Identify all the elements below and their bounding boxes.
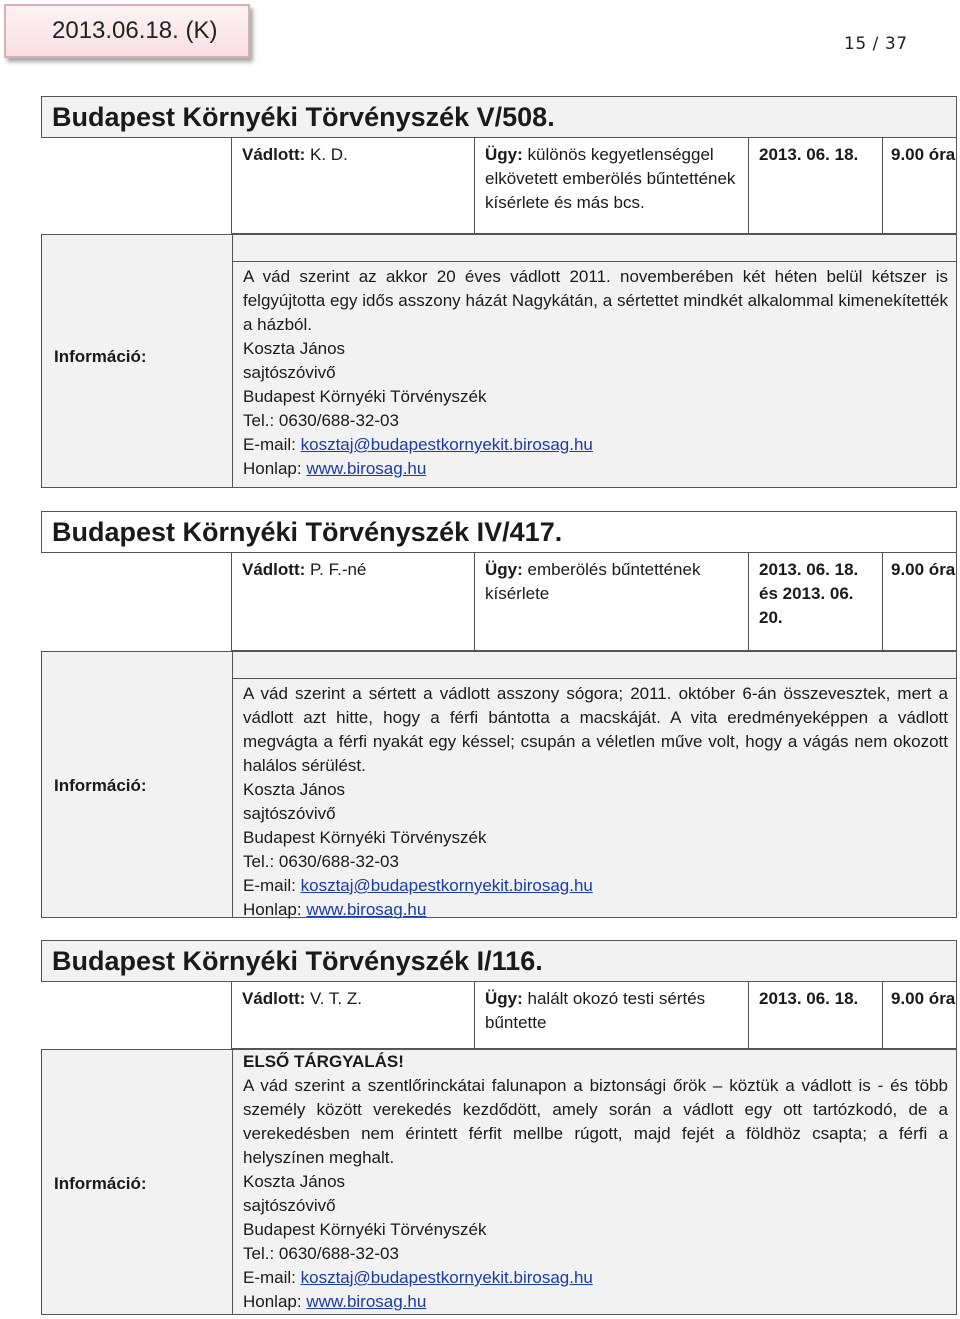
contact-phone: Tel.: 0630/688-32-03 bbox=[243, 852, 399, 871]
case-summary: A vád szerint a sértett a vádlott asszony sógora; 2011. október 6-án összevesztek, mert a vádlott azt hitte, hogy a férfi bántotta a macskáját. A vita eredményeképpen a vádlott megvágta a férfi nyakát egy késsel; csupán a véletlen műve volt, hogy a vágás nem okozott halálos sérülést. bbox=[243, 684, 948, 775]
info-content bbox=[232, 235, 956, 487]
page-total: 37 bbox=[884, 34, 908, 54]
contact-name: Koszta János bbox=[243, 780, 346, 799]
contact-block bbox=[243, 1170, 948, 1314]
case-header-row bbox=[231, 982, 957, 1049]
case-title: Budapest Környéki Törvényszék I/116. bbox=[41, 940, 957, 982]
contact-email: E-mail: kosztaj@budapestkornyekit.birosag.hu bbox=[243, 1268, 593, 1287]
contact-name: Koszta János bbox=[243, 339, 346, 358]
case-summary: A vád szerint az akkor 20 éves vádlott 2011. novemberében két héten belül kétszer is felgyújtotta egy idős asszony házát Nagykátán, a sértettet mindkét alkalommal kimenekítették a házból. bbox=[243, 267, 948, 334]
contact-email: E-mail: kosztaj@budapestkornyekit.birosag.hu bbox=[243, 876, 593, 895]
info-label: Információ: bbox=[54, 347, 147, 366]
case-label: Ügy: bbox=[485, 145, 523, 164]
case-value: különös kegyetlenséggel elkövetett emberölés bűntettének kísérlete és más bcs. bbox=[485, 145, 736, 212]
email-link[interactable]: kosztaj@budapestkornyekit.birosag.hu bbox=[300, 435, 593, 454]
page-current: 15 bbox=[844, 34, 867, 54]
date-cell: 2013. 06. 18. bbox=[748, 982, 882, 1048]
defendant-cell bbox=[232, 138, 474, 233]
defendant-label: Vádlott: bbox=[242, 560, 306, 579]
defendant-value: P. F.-né bbox=[305, 560, 367, 579]
case-value: halált okozó testi sértés bűntette bbox=[485, 989, 706, 1032]
contact-role: sajtószóvivő bbox=[243, 1196, 336, 1215]
case-header-row bbox=[231, 553, 957, 651]
info-block bbox=[41, 651, 957, 918]
case-title: Budapest Környéki Törvényszék IV/417. bbox=[41, 511, 957, 553]
contact-org: Budapest Környéki Törvényszék bbox=[243, 1220, 487, 1239]
case-label: Ügy: bbox=[485, 560, 523, 579]
defendant-label: Vádlott: bbox=[242, 145, 306, 164]
contact-phone: Tel.: 0630/688-32-03 bbox=[243, 411, 399, 430]
website-link[interactable]: www.birosag.hu bbox=[306, 900, 427, 919]
contact-email: E-mail: kosztaj@budapestkornyekit.birosag.hu bbox=[243, 435, 593, 454]
date-cell: 2013. 06. 18. bbox=[748, 138, 882, 233]
contact-role: sajtószóvivő bbox=[243, 363, 336, 382]
page-separator: / bbox=[872, 34, 879, 54]
first-hearing-note: ELSŐ TÁRGYALÁS! bbox=[243, 1052, 404, 1071]
contact-role: sajtószóvivő bbox=[243, 804, 336, 823]
case-value: emberölés bűntettének kísérlete bbox=[485, 560, 701, 603]
info-block bbox=[41, 1049, 957, 1315]
info-content bbox=[232, 652, 956, 917]
contact-web: Honlap: www.birosag.hu bbox=[243, 1292, 427, 1311]
website-link[interactable]: www.birosag.hu bbox=[306, 459, 427, 478]
info-block bbox=[41, 234, 957, 488]
info-content bbox=[232, 1050, 956, 1314]
time-cell: 9.00 óra bbox=[882, 553, 958, 650]
case-title: Budapest Környéki Törvényszék V/508. bbox=[41, 96, 957, 138]
contact-block bbox=[243, 778, 948, 922]
contact-web: Honlap: www.birosag.hu bbox=[243, 459, 427, 478]
contact-web: Honlap: www.birosag.hu bbox=[243, 900, 427, 919]
date-cell: 2013. 06. 18. és 2013. 06. 20. bbox=[748, 553, 882, 650]
defendant-value: V. T. Z. bbox=[305, 989, 362, 1008]
contact-phone: Tel.: 0630/688-32-03 bbox=[243, 1244, 399, 1263]
email-link[interactable]: kosztaj@budapestkornyekit.birosag.hu bbox=[300, 1268, 593, 1287]
website-link[interactable]: www.birosag.hu bbox=[306, 1292, 427, 1311]
email-link[interactable]: kosztaj@budapestkornyekit.birosag.hu bbox=[300, 876, 593, 895]
time-cell: 9.00 óra bbox=[882, 982, 958, 1048]
case-cell bbox=[474, 982, 748, 1048]
date-badge: 2013.06.18. (K) bbox=[4, 4, 250, 58]
contact-org: Budapest Környéki Törvényszék bbox=[243, 387, 487, 406]
time-cell: 9.00 óra bbox=[882, 138, 958, 233]
info-label: Információ: bbox=[54, 776, 147, 795]
case-cell bbox=[474, 553, 748, 650]
contact-block bbox=[243, 337, 948, 481]
case-summary: A vád szerint a szentlőrinckátai falunapon a biztonsági őrök – köztük a vádlott is - és több személy között verekedés kezdődött, amely során a vádlott egy ott tartózkodó, de a verekedésben nem érintett férfit mellbe rúgott, majd fejét a földhöz csapta; a férfi a helyszínen meghalt. bbox=[243, 1076, 948, 1167]
case-cell bbox=[474, 138, 748, 233]
case-header-row bbox=[231, 138, 957, 234]
page-counter bbox=[844, 34, 908, 54]
contact-name: Koszta János bbox=[243, 1172, 346, 1191]
defendant-label: Vádlott: bbox=[242, 989, 306, 1008]
info-label: Információ: bbox=[54, 1174, 147, 1193]
defendant-cell bbox=[232, 982, 474, 1048]
case-label: Ügy: bbox=[485, 989, 523, 1008]
defendant-cell bbox=[232, 553, 474, 650]
defendant-value: K. D. bbox=[305, 145, 348, 164]
contact-org: Budapest Környéki Törvényszék bbox=[243, 828, 487, 847]
